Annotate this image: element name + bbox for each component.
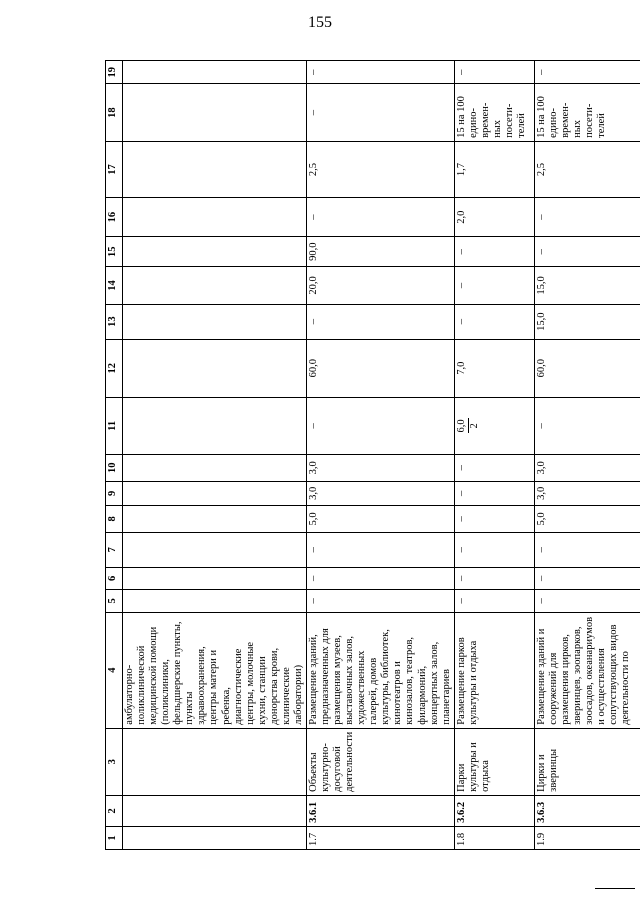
- cell: [123, 454, 307, 481]
- cell-value: –: [454, 567, 534, 590]
- header-col-17: 17: [106, 141, 123, 197]
- cell-value: 5,0: [534, 506, 640, 533]
- cell-value: –: [306, 590, 454, 613]
- cell-value: –: [306, 61, 454, 84]
- cell-value: 2,5: [534, 141, 640, 197]
- table-row: [534, 61, 640, 850]
- cell-type: Объекты культурно-досуговой деятельности: [306, 728, 454, 795]
- cell: [123, 84, 307, 141]
- cell: [123, 567, 307, 590]
- cell-value: –: [454, 237, 534, 267]
- fraction-denominator: 2: [468, 423, 480, 429]
- cell-value: –: [454, 454, 534, 481]
- header-col-6: 6: [106, 567, 123, 590]
- header-col-14: 14: [106, 267, 123, 304]
- cell-value: 3,0: [534, 454, 640, 481]
- cell: [123, 795, 307, 826]
- rotated-table: [105, 60, 632, 850]
- cell-value: 15 на 100 едино-времен-ных посети-телей: [454, 84, 534, 141]
- cell-value: 5,0: [306, 506, 454, 533]
- cell: [123, 506, 307, 533]
- cell: [123, 61, 307, 84]
- header-col-3: 3: [106, 728, 123, 795]
- cell-value: 15,0: [534, 304, 640, 339]
- cell: [123, 339, 307, 397]
- header-col-2: 2: [106, 795, 123, 826]
- cell-value: –: [534, 198, 640, 237]
- cell-value: 60,0: [534, 339, 640, 397]
- cell-code: 3.6.1: [306, 795, 454, 826]
- header-col-4: 4: [106, 612, 123, 728]
- cell-type: Парки культуры и отдыха: [454, 728, 534, 795]
- cell: [123, 590, 307, 613]
- cell: [123, 267, 307, 304]
- cell-value: 90,0: [306, 237, 454, 267]
- cell-value: –: [534, 61, 640, 84]
- cell: [123, 397, 307, 454]
- cell: [123, 728, 307, 795]
- cell-value: –: [306, 198, 454, 237]
- cell-code: 3.6.2: [454, 795, 534, 826]
- cell-value: 60,0: [306, 339, 454, 397]
- cell-type: Цирки и зверинцы: [534, 728, 640, 795]
- cell: [123, 304, 307, 339]
- cell-value: –: [454, 506, 534, 533]
- cell-value: 1,7: [454, 141, 534, 197]
- cell-value: –: [534, 590, 640, 613]
- cell-value: –: [454, 61, 534, 84]
- cell-description: Размещение зданий и сооружений для размещения цирков, зверинцев, зоопарков, зоосадов, океанариумов и осуществления сопутствующих видов деятельности по: [534, 612, 640, 728]
- cell-value: –: [454, 481, 534, 505]
- header-col-15: 15: [106, 237, 123, 267]
- header-col-9: 9: [106, 481, 123, 505]
- cell-code: 3.6.3: [534, 795, 640, 826]
- cell-value: –: [534, 237, 640, 267]
- header-col-10: 10: [106, 454, 123, 481]
- cell-value: –: [454, 304, 534, 339]
- table-container: [105, 60, 632, 850]
- header-col-16: 16: [106, 198, 123, 237]
- cell: [123, 237, 307, 267]
- cell-fraction: [454, 397, 534, 454]
- cell-value: 20,0: [306, 267, 454, 304]
- cell: [123, 481, 307, 505]
- cell-value: 3,0: [534, 481, 640, 505]
- cell-number: 1.9: [534, 826, 640, 849]
- cell: [123, 532, 307, 567]
- cell-value: –: [454, 267, 534, 304]
- cell-value: –: [534, 532, 640, 567]
- cell-value: –: [306, 397, 454, 454]
- header-col-1: 1: [106, 826, 123, 849]
- cell-value: –: [306, 304, 454, 339]
- cell-description: амбулаторно-поликлинической медицинской помощи (поликлиники, фельдшерские пункты, пункты здравоохранения, центры матери и ребенка, диагностические центры, молочные кухни, станции донорства крови, клинические лаборатории): [123, 612, 307, 728]
- header-col-5: 5: [106, 590, 123, 613]
- cell-value: 15,0: [534, 267, 640, 304]
- cell-description: Размещение парков культуры и отдыха: [454, 612, 534, 728]
- header-col-12: 12: [106, 339, 123, 397]
- cell-number: 1.8: [454, 826, 534, 849]
- footer-divider: [595, 888, 635, 889]
- cell-value: 3,0: [306, 454, 454, 481]
- regulations-table: [105, 60, 640, 850]
- cell-value: –: [454, 590, 534, 613]
- cell-value: 2,5: [306, 141, 454, 197]
- fraction-numerator: 6,0: [456, 418, 469, 433]
- cell-number: 1.7: [306, 826, 454, 849]
- cell-value: 15 на 100 едино-времен-ных посети-телей: [534, 84, 640, 141]
- cell-value: –: [454, 532, 534, 567]
- table-row: [306, 61, 454, 850]
- page-number: 155: [308, 14, 332, 31]
- cell-value: –: [306, 567, 454, 590]
- header-col-13: 13: [106, 304, 123, 339]
- fraction: [456, 418, 481, 433]
- cell: [123, 141, 307, 197]
- cell-value: 2,0: [454, 198, 534, 237]
- cell: [123, 826, 307, 849]
- header-col-11: 11: [106, 397, 123, 454]
- table-row: [454, 61, 534, 850]
- cell: [123, 198, 307, 237]
- cell-value: 3,0: [306, 481, 454, 505]
- header-col-7: 7: [106, 532, 123, 567]
- table-header-row: [106, 61, 123, 850]
- cell-description: Размещение зданий, предназначенных для размещения музеев, выставочных залов, художественных галерей, домов культуры, библиотек, кинотеатров и кинозалов, театров, филармоний, концертных залов, планетариев: [306, 612, 454, 728]
- header-col-18: 18: [106, 84, 123, 141]
- table-row-continuation: [123, 61, 307, 850]
- cell-value: 7,0: [454, 339, 534, 397]
- cell-value: –: [534, 397, 640, 454]
- cell-value: –: [306, 84, 454, 141]
- header-col-8: 8: [106, 506, 123, 533]
- cell-value: –: [534, 567, 640, 590]
- cell-value: –: [306, 532, 454, 567]
- header-col-19: 19: [106, 61, 123, 84]
